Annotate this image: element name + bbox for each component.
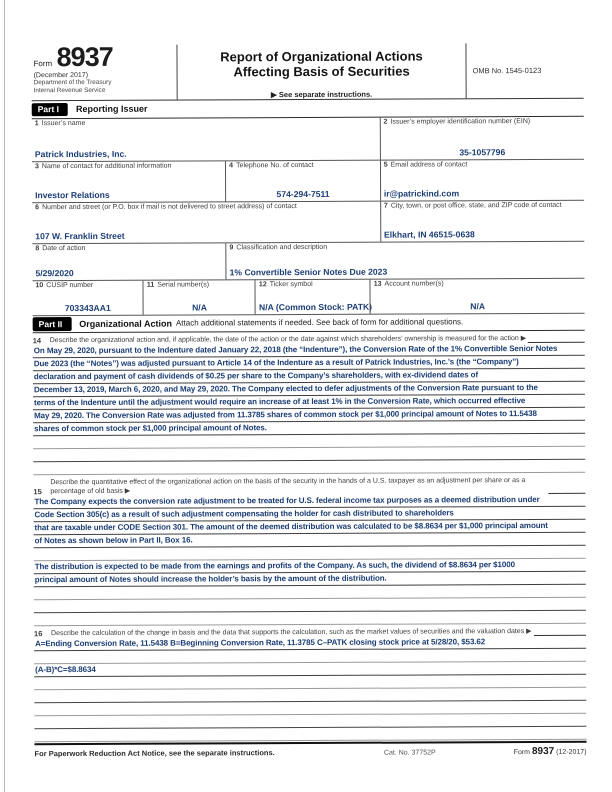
agency-line2: Internal Revenue Service: [33, 86, 106, 94]
field-cusip: [32, 280, 143, 314]
answer-15-line: The Company expects the conversion rate adjustment to be treated for U.S. federal income tax purposes as a deemed distribution under: [33, 494, 585, 509]
field-date-of-action: [32, 243, 225, 280]
field4-num: 4: [229, 161, 234, 169]
field13-label: Account number(s): [384, 279, 444, 288]
field-serial: [143, 280, 255, 314]
field2-num: 2: [383, 118, 388, 126]
part2-tag: Part II: [33, 317, 72, 331]
row-contact: [32, 159, 584, 202]
blank-line: [34, 727, 586, 742]
field12-num: 12: [258, 280, 267, 288]
part1-heading: Reporting Issuer: [75, 103, 148, 115]
field13-value: N/A: [470, 300, 486, 311]
field-city: [380, 200, 584, 241]
form-number: 8937: [56, 41, 113, 73]
field-street: [32, 201, 380, 243]
field5-num: 5: [383, 161, 388, 169]
field2-value: 35-1057796: [459, 146, 506, 157]
field-contact-name: [32, 161, 225, 202]
field-classification: [225, 241, 584, 279]
row-action: [32, 241, 584, 280]
answer-14-line: December 13, 2019, March 6, 2020, and May 29, 2020. The Company elected to defer adjustments of the Conversion Rate pursuant to the: [33, 382, 585, 397]
row-issuer: [32, 116, 584, 161]
field7-num: 7: [383, 202, 388, 210]
field12-label: Ticker symbol: [269, 280, 313, 288]
footer-form-word: Form: [513, 749, 531, 757]
question-16-num: 16: [33, 629, 43, 639]
field8-label: Date of action: [42, 244, 86, 252]
field13-num: 13: [373, 280, 382, 288]
field9-value: 1% Convertible Senior Notes Due 2023: [229, 266, 388, 277]
field5-value: ir@patrickind.com: [383, 187, 460, 199]
field-account: [370, 278, 585, 313]
answer-15-line: Code Section 305(c) as a result of such adjustment compensating the holder for cash distributed to shareholders: [33, 507, 585, 522]
field4-label: Telephone No. of contact: [236, 161, 314, 169]
scan-edge-artifact: [4, 0, 5, 792]
form-word: Form: [33, 59, 53, 69]
field7-label: City, town, or post office, state, and ZIP code of contact: [390, 201, 562, 210]
field5-label: Email address of contact: [390, 160, 468, 169]
answer-16-line: (A-B)*C=$8.8634: [34, 662, 586, 677]
form-number-block: [31, 41, 177, 101]
field-issuer-name: [32, 117, 380, 161]
field-ein: [380, 116, 584, 159]
footer-form-rev: (12-2017): [556, 748, 587, 756]
answer-14-line: On May 29, 2020, pursuant to the Indenture dated January 22, 2018 (the “Indenture”), the Conversion Rate of the 1% Convertible Senior Notes: [33, 343, 585, 358]
field8-num: 8: [35, 244, 40, 252]
blank-line: [34, 611, 586, 626]
field11-label: Serial number(s): [157, 280, 210, 289]
answer-14-line: shares of common stock per $1,000 principal amount of Notes.: [33, 421, 585, 436]
agency-line1: Department of the Treasury: [33, 78, 112, 87]
form-title-block: [177, 43, 465, 99]
blank-line: [33, 460, 585, 475]
catalog-number: Cat. No. 37752P: [383, 749, 436, 757]
field8-value: 5/29/2020: [35, 267, 74, 278]
answer-14-line: Due 2023 (the “Notes”) was adjusted pursuant to Article 14 of the Indenture as a result of Patrick Industries, Inc.’s (the “Company”): [33, 356, 585, 371]
question-15-text: Describe the quantitative effect of the organizational action on the basis of the security in the hands of a U.S. taxpayer as an adjustment per share or as a percentage of old basis ▶: [50, 477, 526, 496]
field10-label: CUSIP number: [46, 281, 94, 289]
question-15-label: [33, 476, 585, 496]
answer-15-line: that are taxable under CODE Section 301. The amount of the deemed distribution was calculated to be $8.8634 per $1,000 principal amount: [34, 520, 586, 535]
field9-num: 9: [229, 243, 234, 251]
form-footer: [35, 746, 587, 759]
field12-value: N/A (Common Stock: PATK): [259, 301, 373, 312]
answer-14-line: May 29, 2020. The Conversion Rate was adjusted from 11.3785 shares of common stock per $1,000 principal amount of Notes to 11.5438: [33, 408, 585, 423]
field-ticker: [255, 279, 373, 314]
answer-15-line: The distribution is expected to be made from the earnings and profits of the Company. As such, the dividend of $8.8634 per $1000: [34, 559, 586, 574]
field11-num: 11: [146, 281, 155, 289]
form-title-line1: Report of Organizational Actions: [220, 48, 423, 65]
field4-value: 574-294-7511: [276, 188, 330, 199]
paperwork-notice: For Paperwork Reduction Act Notice, see the separate instructions.: [34, 748, 275, 759]
footer-form-number: 8937: [531, 745, 555, 758]
field11-value: N/A: [192, 301, 207, 313]
field1-label: Issuer’s name: [41, 119, 86, 127]
footer-form-id: [514, 746, 587, 757]
field6-num: 6: [35, 203, 40, 211]
question-14-num: 14: [32, 336, 42, 346]
field-contact-phone: [225, 160, 380, 201]
field10-num: 10: [35, 281, 44, 289]
answer-rule: [548, 492, 585, 494]
answer-14-line: declaration and payment of cash dividends of $0.25 per share to the Company’s shareholders, with ex-dividend dates of: [33, 369, 585, 384]
row-address: [32, 200, 584, 243]
question-14-text: Describe the organizational action and, if applicable, the date of the action or the date against which shareholders’ ownership is measured for the action ▶: [49, 335, 527, 345]
field7-value: Elkhart, IN 46515-0638: [384, 228, 475, 240]
part2-heading-note: Attach additional statements if needed. See back of form for additional questions.: [175, 317, 464, 328]
omb-number: OMB No. 1545-0123: [465, 43, 583, 99]
field2-label: Issuer’s employer identification number (EIN): [390, 117, 531, 126]
question-16-text: Describe the calculation of the change in basis and the data that supports the calculation, such as the market values of securities and the valuation dates ▶: [50, 628, 532, 638]
answer-15-line: principal amount of Notes should increase the holder’s basis by the amount of the distribution.: [34, 572, 586, 587]
field6-label: Number and street (or P.O. box if mail is not delivered to street address) of contact: [42, 202, 297, 211]
field3-value: Investor Relations: [35, 189, 110, 200]
row-identifiers: [32, 278, 584, 315]
see-instructions-note: ▶ See separate instructions.: [271, 89, 373, 100]
question-15-num: 15: [33, 487, 42, 497]
part2-bar: [33, 313, 585, 333]
answer-16-line: A=Ending Conversion Rate, 11.5438 B=Beginning Conversion Rate, 11.3785 C–PATK closing stock price at 5/28/20, $53.62: [34, 636, 586, 651]
field6-value: 107 W. Franklin Street: [35, 230, 125, 241]
field3-label: Name of contact for additional information: [41, 162, 172, 170]
answer-15-line: of Notes as shown below in Part II, Box 16.: [34, 533, 586, 548]
field3-num: 3: [34, 162, 39, 170]
field1-value: Patrick Industries, Inc.: [34, 148, 127, 159]
form-revision: (December 2017): [33, 71, 89, 80]
field9-label: Classification and description: [236, 243, 328, 251]
form-content: [31, 43, 586, 759]
answer-14-line: terms of the Indenture until the adjustment would require an increase of at least 1% in the Conversion Rate, which occurred effective: [33, 395, 585, 410]
field10-value: 703343AA1: [64, 302, 111, 313]
part1-tag: Part I: [32, 103, 68, 117]
form-title-line2: Affecting Basis of Securities: [233, 63, 410, 80]
form-header: [31, 43, 583, 101]
field-contact-email: [380, 159, 584, 200]
part2-heading: Organizational Action: [79, 318, 172, 329]
field1-num: 1: [34, 119, 39, 127]
answer-rule: [534, 634, 586, 636]
